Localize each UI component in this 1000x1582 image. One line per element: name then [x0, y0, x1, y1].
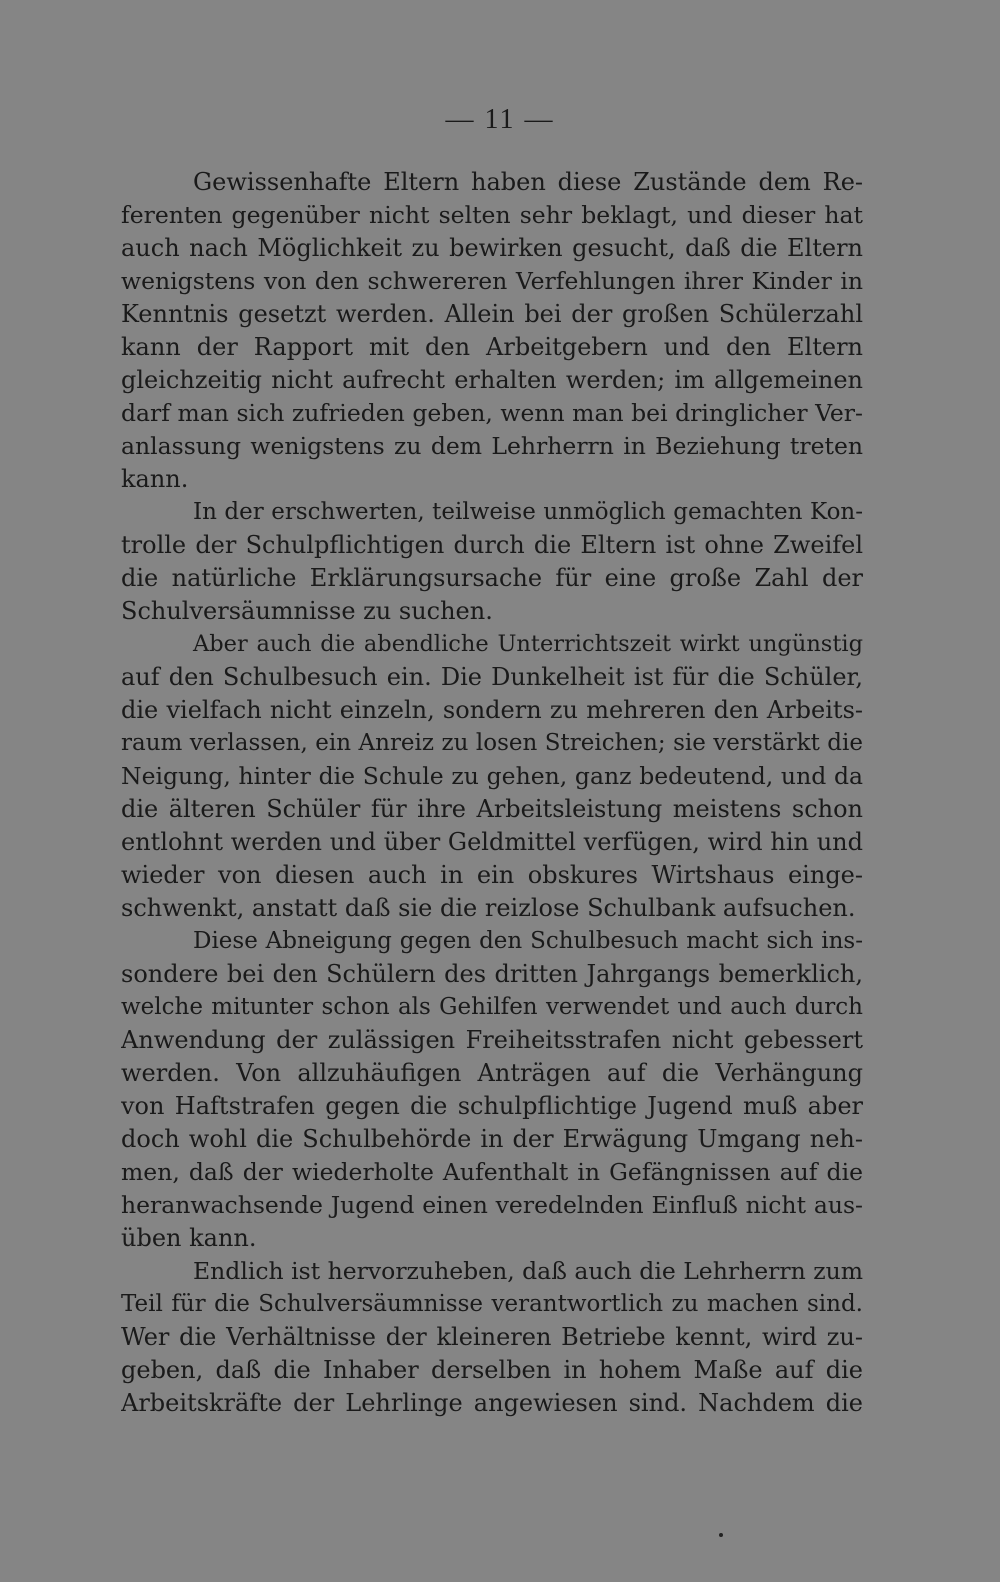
text-line: werden. Von allzuhäufigen Anträgen auf die Verhängung [121, 1059, 863, 1087]
text-line: die vielfach nicht einzeln, sondern zu mehreren den Arbeits- [121, 696, 863, 724]
text-line: Anwendung der zulässigen Freiheitsstrafen nicht gebessert [121, 1026, 863, 1054]
text-line: gleichzeitig nicht aufrecht erhalten werden; im allgemeinen [121, 366, 863, 394]
text-line: geben, daß die Inhaber derselben in hohem Maße auf die [121, 1356, 863, 1384]
text-line: kann der Rapport mit den Arbeitgebern und den Eltern [121, 333, 863, 361]
text-line: Kenntnis gesetzt werden. Allein bei der großen Schülerzahl [121, 300, 863, 328]
text-line: auf den Schulbesuch ein. Die Dunkelheit ist für die Schüler, [121, 663, 863, 691]
text-line: men, daß der wiederholte Aufenthalt in Gefängnissen auf die [121, 1158, 863, 1186]
text-line: schwenkt, anstatt daß sie die reizlose Schulbank aufsuchen. [121, 894, 856, 922]
text-line: auch nach Möglichkeit zu bewirken gesucht, daß die Eltern [121, 234, 863, 262]
text-line: Arbeitskräfte der Lehrlinge angewiesen sind. Nachdem die [121, 1389, 863, 1417]
text-line: welche mitunter schon als Gehilfen verwendet und auch durch [121, 994, 863, 1020]
text-line: Diese Abneigung gegen den Schulbesuch macht sich ins- [193, 928, 863, 954]
text-line: die natürliche Erklärungsursache für eine große Zahl der [121, 564, 863, 592]
text-line: Aber auch die abendliche Unterrichtszeit wirkt ungünstig [193, 631, 863, 657]
paper-speck [719, 1533, 723, 1537]
text-line: kann. [121, 465, 189, 493]
text-line: Endlich ist hervorzuheben, daß auch die Lehrherrn zum [193, 1257, 863, 1285]
text-line: Neigung, hinter die Schule zu gehen, ganz bedeutend, und da [121, 762, 863, 790]
text-line: heranwachsende Jugend einen veredelnden Einfluß nicht aus- [121, 1191, 863, 1219]
text-line: Gewissenhafte Eltern haben diese Zustände dem Re- [193, 168, 863, 196]
page-number: — 11 — [445, 104, 555, 135]
text-line: sondere bei den Schülern des dritten Jahrgangs bemerklich, [121, 960, 863, 988]
text-line: anlassung wenigstens zu dem Lehrherrn in Beziehung treten [121, 432, 863, 460]
text-line: Teil für die Schulversäumnisse verantwortlich zu machen sind. [121, 1291, 863, 1317]
text-line: von Haftstrafen gegen die schulpflichtige Jugend muß aber [121, 1092, 863, 1120]
text-line: ferenten gegenüber nicht selten sehr beklagt, und dieser hat [121, 201, 863, 229]
text-line: raum verlassen, ein Anreiz zu losen Streichen; sie verstärkt die [121, 730, 863, 756]
body-text [121, 166, 863, 1420]
text-line: üben kann. [121, 1224, 257, 1252]
text-line: Schulversäumnisse zu suchen. [121, 597, 493, 625]
text-line: trolle der Schulpflichtigen durch die Eltern ist ohne Zweifel [121, 531, 863, 559]
text-line: wenigstens von den schwereren Verfehlungen ihrer Kinder in [121, 267, 863, 295]
text-line: darf man sich zufrieden geben, wenn man bei dringlicher Ver- [121, 399, 863, 427]
text-line: wieder von diesen auch in ein obskures Wirtshaus einge- [121, 861, 863, 889]
text-line: entlohnt werden und über Geldmittel verfügen, wird hin und [121, 828, 863, 856]
text-line: die älteren Schüler für ihre Arbeitsleistung meistens schon [121, 795, 863, 823]
text-line: doch wohl die Schulbehörde in der Erwägung Umgang neh- [121, 1125, 863, 1153]
text-line: Wer die Verhältnisse der kleineren Betriebe kennt, wird zu- [121, 1323, 863, 1351]
text-line: In der erschwerten, teilweise unmöglich gemachten Kon- [193, 499, 863, 525]
